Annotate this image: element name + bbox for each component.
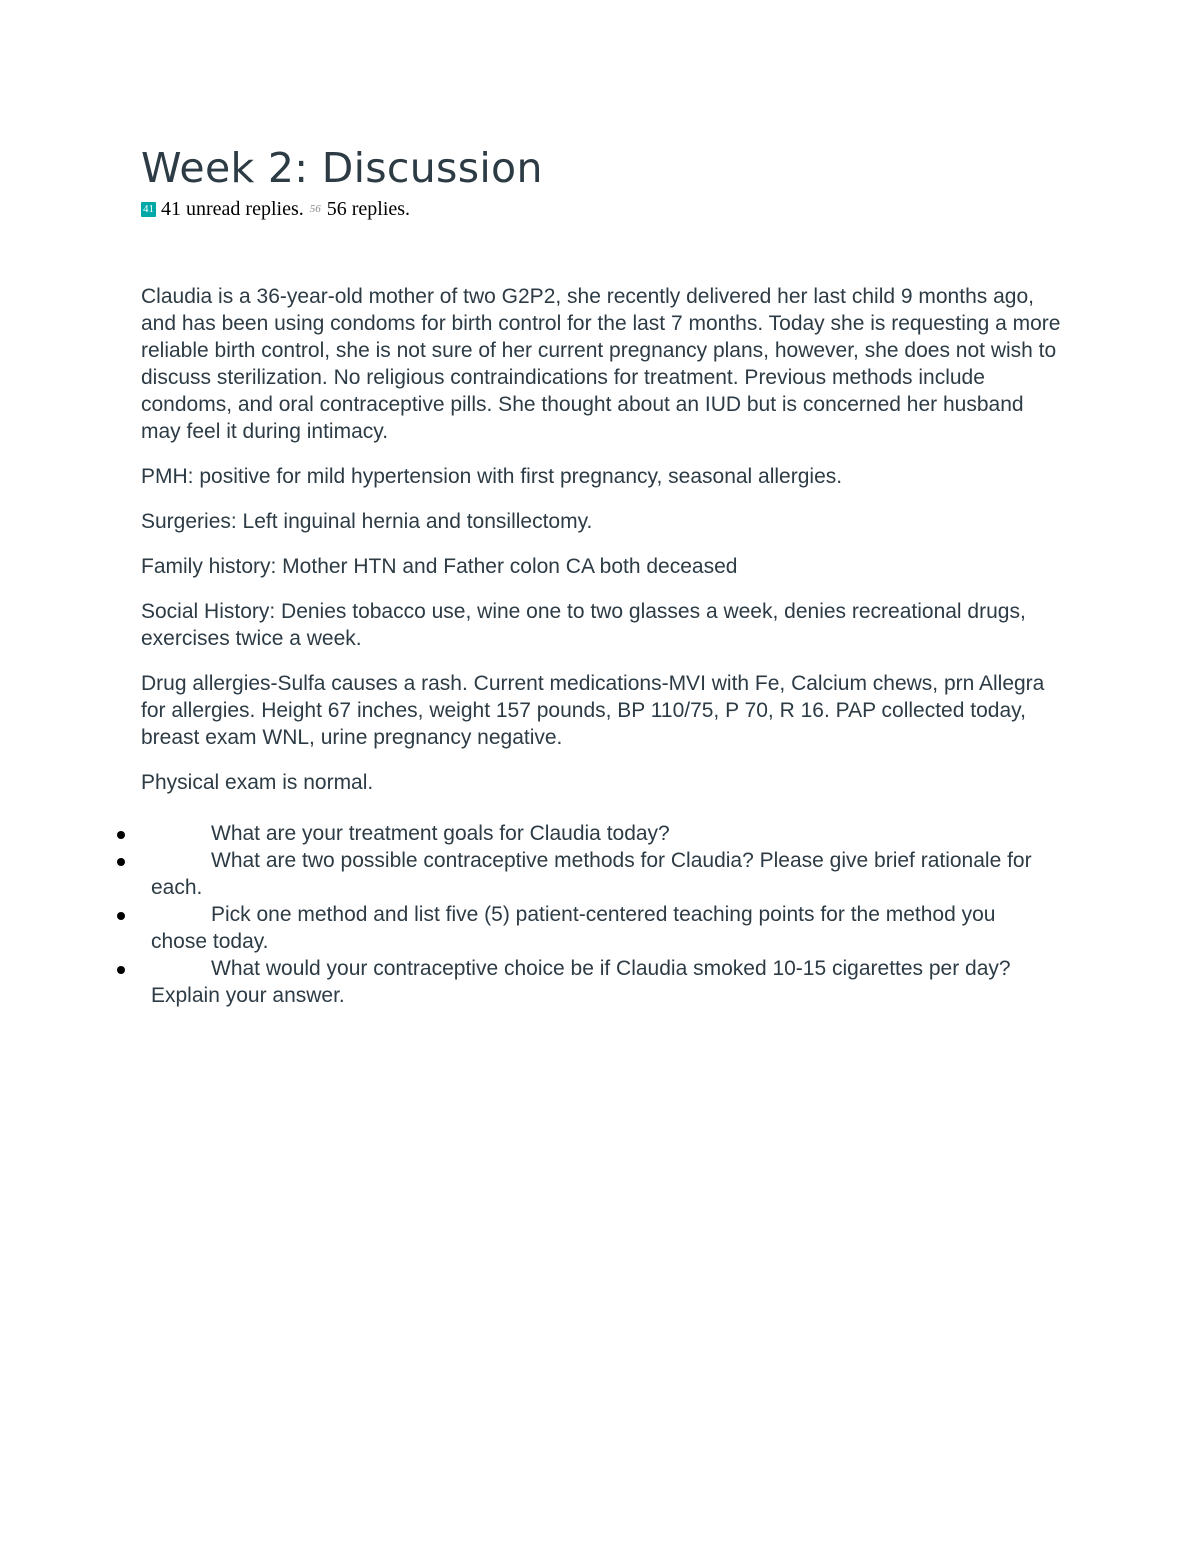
reply-counts [141, 196, 1061, 222]
unread-count-badge: 41 [143, 202, 154, 215]
list-item [121, 847, 1041, 901]
case-intro-paragraph: Claudia is a 36-year-old mother of two G2P2, she recently delivered her last child 9 months ago, and has been using condoms for birth control for the last 7 months. Today she is requesting a more reliable birth control, she is not sure of her current pregnancy plans, however, she does not wish to discuss sterilization. No religious contraindications for treatment. Previous methods include condoms, and oral contraceptive pills. She thought about an IUD but is concerned her husband may feel it during intimacy. [141, 285, 1061, 443]
bullet-icon [117, 912, 125, 920]
unread-replies-text: 41 unread replies. [161, 198, 304, 220]
question-list [121, 820, 1041, 1009]
question-text: What are two possible contraceptive methods for Claudia? Please give brief rationale for each. [151, 849, 1032, 899]
social-history-paragraph: Social History: Denies tobacco use, wine one to two glasses a week, denies recreational drugs, exercises twice a week. [141, 600, 1026, 650]
total-count-badge: 56 [309, 203, 321, 215]
list-item [121, 955, 1041, 1009]
family-history-paragraph: Family history: Mother HTN and Father colon CA both deceased [141, 555, 738, 578]
drug-allergies-paragraph: Drug allergies-Sulfa causes a rash. Current medications-MVI with Fe, Calcium chews, prn Allegra for allergies. Height 67 inches, weight 157 pounds, BP 110/75, P 70, R 16. PAP collected today, breast exam WNL, urine pregnancy negative. [141, 672, 1045, 749]
question-text: What would your contraceptive choice be if Claudia smoked 10-15 cigarettes per day? Explain your answer. [151, 957, 1011, 1007]
list-item [121, 820, 1041, 847]
physical-exam-paragraph: Physical exam is normal. [141, 771, 374, 794]
discussion-content [141, 140, 1061, 1009]
page-title: Week 2: Discussion [141, 144, 543, 192]
pmh-paragraph: PMH: positive for mild hypertension with first pregnancy, seasonal allergies. [141, 465, 843, 488]
bullet-icon [117, 831, 125, 839]
discussion-body [141, 283, 1061, 1009]
question-text: Pick one method and list five (5) patient-centered teaching points for the method you chose today. [151, 903, 996, 953]
bullet-icon [117, 966, 125, 974]
list-item [121, 901, 1041, 955]
question-text: What are your treatment goals for Claudia today? [211, 822, 670, 845]
bullet-icon [117, 858, 125, 866]
total-replies-text: 56 replies. [326, 198, 411, 220]
surgeries-paragraph: Surgeries: Left inguinal hernia and tonsillectomy. [141, 510, 593, 533]
